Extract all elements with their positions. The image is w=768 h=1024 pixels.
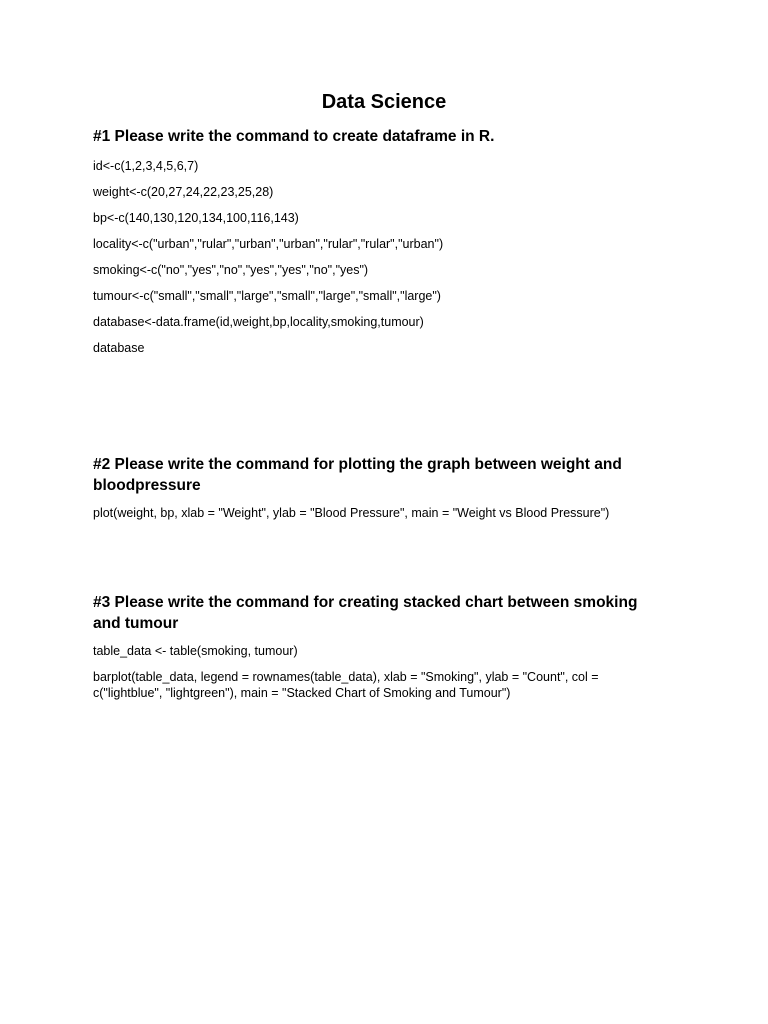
question-2-heading: #2 Please write the command for plotting the graph between weight and bloodpressure bbox=[93, 456, 622, 494]
question-3-heading: #3 Please write the command for creating stacked chart between smoking and tumour bbox=[93, 594, 638, 632]
q1-code-line: database bbox=[93, 341, 145, 355]
q1-code-line: tumour<-c("small","small","large","small","large","small","large") bbox=[93, 289, 441, 303]
q1-code-line: weight<-c(20,27,24,22,23,25,28) bbox=[93, 185, 274, 199]
q1-code-line: locality<-c("urban","rular","urban","urban","rular","rular","urban") bbox=[93, 237, 444, 251]
question-1-heading: #1 Please write the command to create dataframe in R. bbox=[93, 128, 495, 145]
q1-code-line: id<-c(1,2,3,4,5,6,7) bbox=[93, 159, 199, 173]
page-title: Data Science bbox=[321, 91, 447, 113]
q3-code-line: table_data <- table(smoking, tumour) bbox=[93, 644, 298, 658]
q3-code-line: barplot(table_data, legend = rownames(table_data), xlab = "Smoking", ylab = "Count", col = c("lightblue", "lightgreen"), main = "Stacked Chart of Smoking and Tumour") bbox=[93, 670, 599, 700]
q2-code-line: plot(weight, bp, xlab = "Weight", ylab = "Blood Pressure", main = "Weight vs Blood Pressure") bbox=[93, 506, 610, 520]
q1-code-line: bp<-c(140,130,120,134,100,116,143) bbox=[93, 211, 299, 225]
q1-code-line: database<-data.frame(id,weight,bp,locality,smoking,tumour) bbox=[93, 315, 424, 329]
q1-code-line: smoking<-c("no","yes","no","yes","yes","no","yes") bbox=[93, 263, 369, 277]
